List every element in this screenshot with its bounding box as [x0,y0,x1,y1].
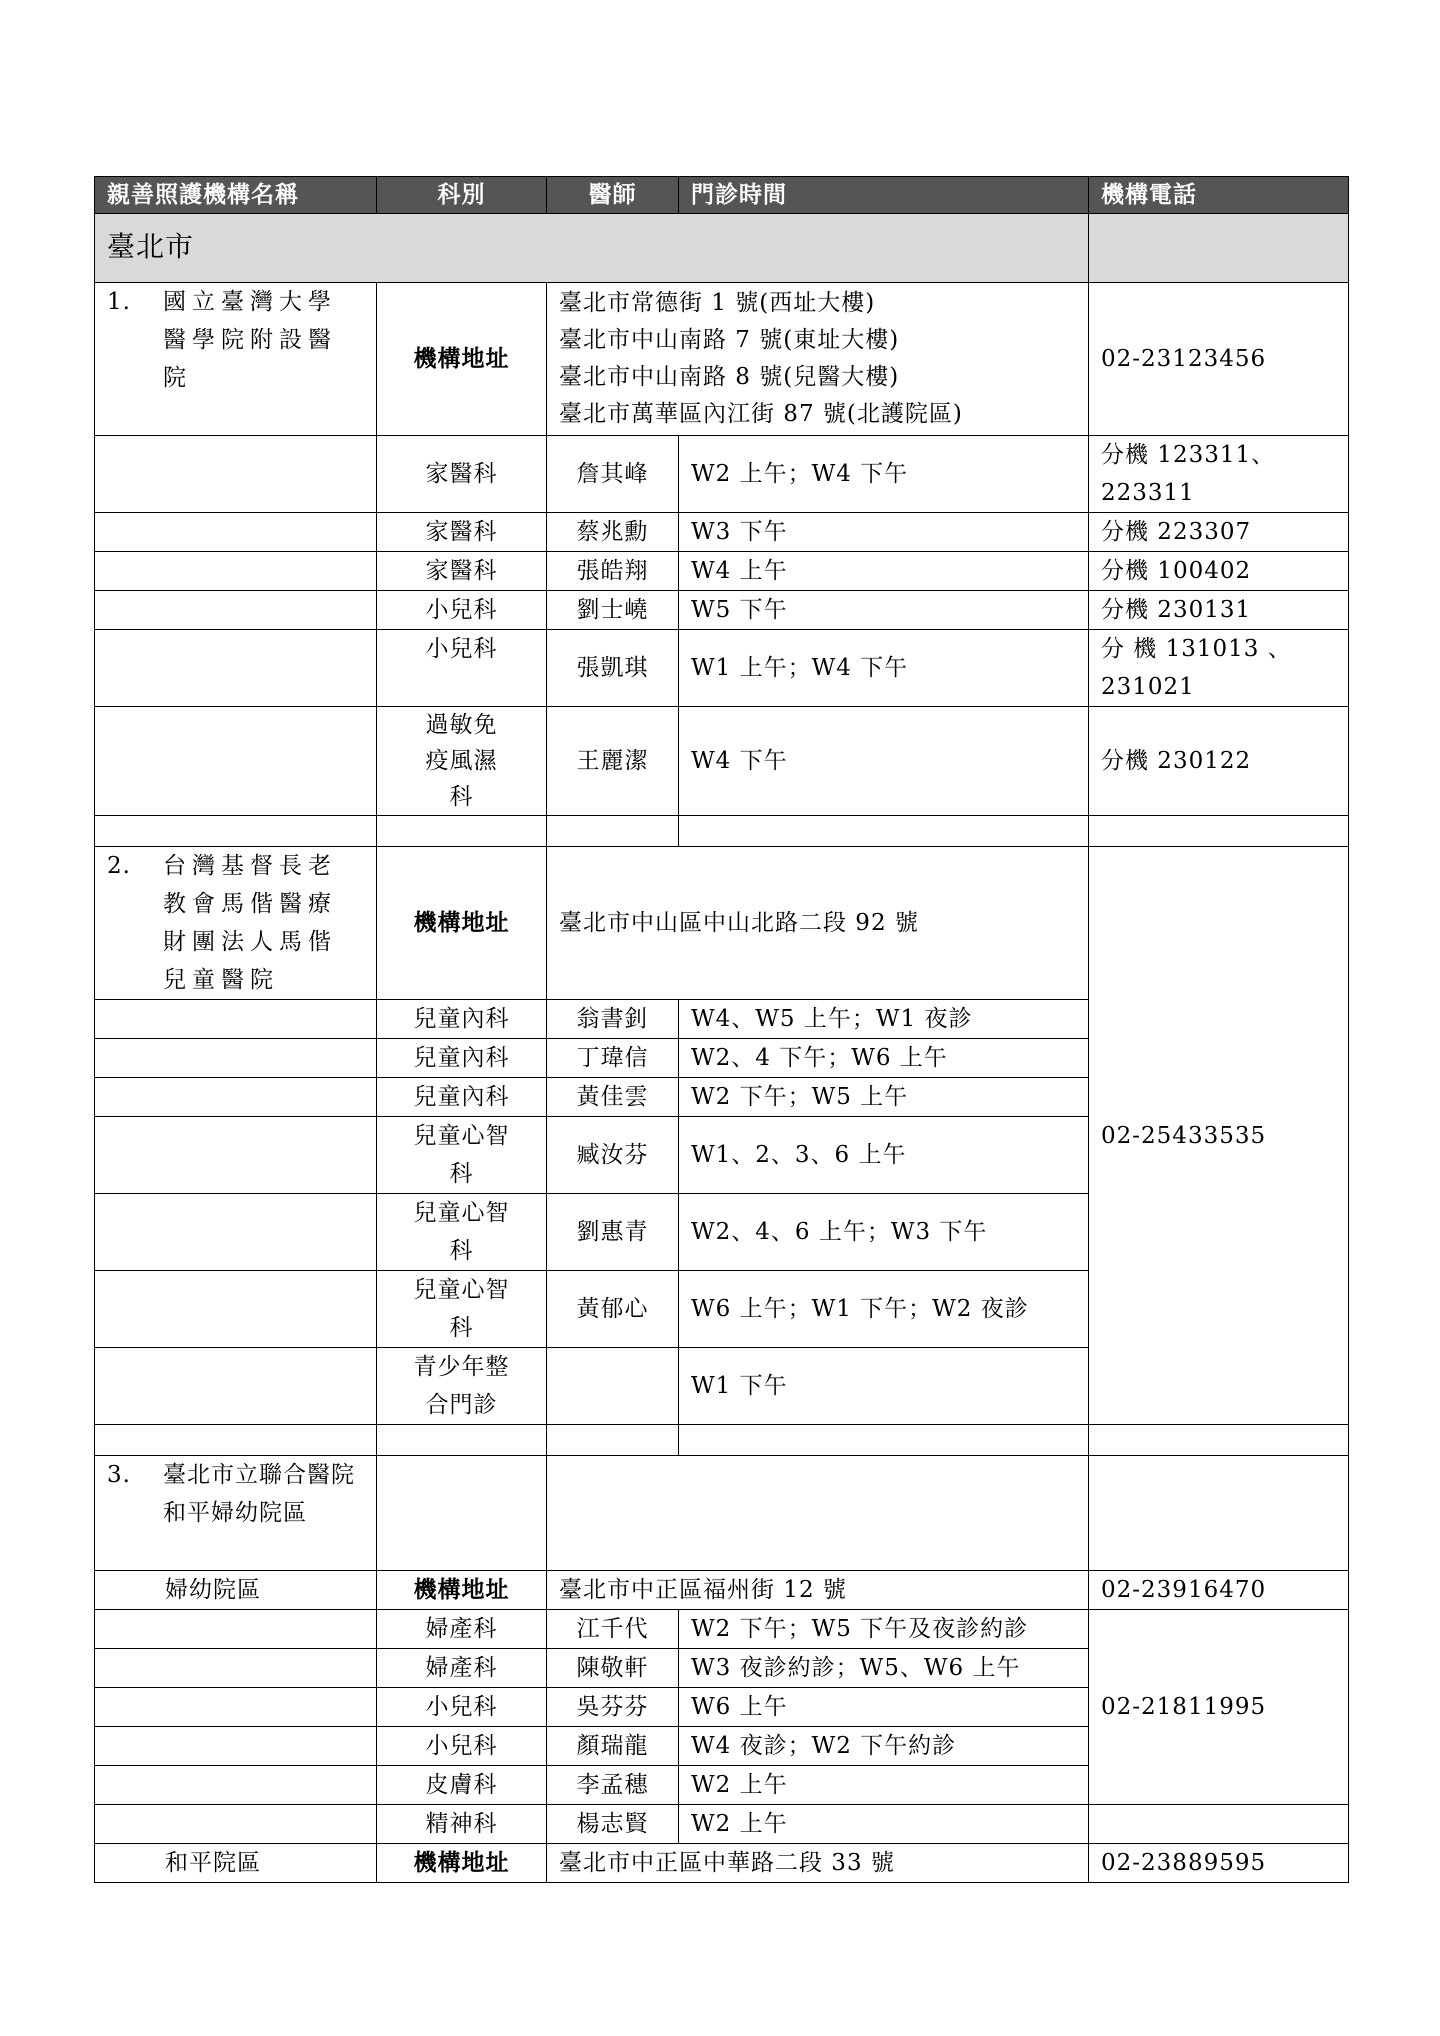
hours-cell: W1、2、3、6 上午 [679,1117,1089,1194]
city-row [95,214,1349,283]
dept-cell: 家醫科 [377,552,547,591]
dept-cell: 皮膚科 [377,1766,547,1805]
clinic-table [94,176,1349,1883]
dept-cell: 小兒科 [377,1727,547,1766]
doctor-cell: 吳芬芬 [547,1688,679,1727]
table-row [95,552,1349,591]
hours-cell: W2 上午 [679,1805,1089,1844]
hours-cell: W2 下午；W5 下午及夜診約診 [679,1610,1089,1649]
hours-cell: W2 上午 [679,1766,1089,1805]
hospital-2-phone: 02-25433535 [1089,847,1349,1425]
dept-cell: 婦產科 [377,1610,547,1649]
hospital-1-name: 國立臺灣大學醫學院附設醫院 [163,289,337,391]
hours-cell: W6 上午 [679,1688,1089,1727]
header-dept: 科別 [377,177,547,214]
hospital-2-addr: 臺北市中山區中山北路二段 92 號 [547,847,1089,1000]
doctor-cell: 臧汝芬 [547,1117,679,1194]
table-row [95,707,1349,816]
hours-cell: W3 夜診約診；W5、W6 上午 [679,1649,1089,1688]
hospital-3-name: 臺北市立聯合醫院和平婦幼院區 [163,1462,355,1526]
hospital-1-phone: 02-23123456 [1089,283,1349,436]
dept-cell: 小兒科 [377,630,547,707]
hospital-1-addr-1: 臺北市常德街 1 號(西址大樓) [559,290,876,316]
branch-row [95,1844,1349,1883]
phone-cell: 分機 123311、223311 [1089,436,1349,513]
table-header [95,177,1349,214]
hospital-1-row [95,283,1349,436]
header-doctor: 醫師 [547,177,679,214]
phone-cell: 分機 230122 [1089,707,1349,816]
doctor-cell: 詹其峰 [547,436,679,513]
hours-cell: W6 上午；W1 下午；W2 夜診 [679,1271,1089,1348]
hospital-1-addr-4: 臺北市萬華區內江街 87 號(北護院區) [559,401,963,427]
dept-cell: 兒童心智科 [377,1117,547,1194]
table-row [95,436,1349,513]
header-hours: 門診時間 [679,177,1089,214]
header-phone: 機構電話 [1089,177,1349,214]
city-name: 臺北市 [107,230,195,263]
dept-cell: 兒童心智科 [377,1194,547,1271]
dept-cell: 兒童內科 [377,1078,547,1117]
doctor-cell: 張皓翔 [547,552,679,591]
dept-cell: 家醫科 [377,513,547,552]
branch-2-addr: 臺北市中正區中華路二段 33 號 [547,1844,1089,1883]
phone-cell: 分機 223307 [1089,513,1349,552]
doctor-cell: 李孟穗 [547,1766,679,1805]
doctor-cell [547,1348,679,1425]
branch-2-name: 和平院區 [95,1844,377,1883]
hospital-1-addr-label: 機構地址 [377,283,547,436]
branch-row [95,1571,1349,1610]
dept-cell: 精神科 [377,1805,547,1844]
hospital-3-row [95,1456,1349,1571]
doctor-cell: 楊志賢 [547,1805,679,1844]
phone-cell: 分機 100402 [1089,552,1349,591]
doctor-cell: 黃郁心 [547,1271,679,1348]
dept-cell: 家醫科 [377,436,547,513]
hours-cell: W4 夜診；W2 下午約診 [679,1727,1089,1766]
spacer-row [95,816,1349,847]
phone-cell: 分機 230131 [1089,591,1349,630]
header-name: 親善照護機構名稱 [95,177,377,214]
branch-1-main-phone: 02-21811995 [1089,1610,1349,1805]
hospital-2-name: 台灣基督長老教會馬偕醫療財團法人馬偕兒童醫院 [163,853,337,993]
dept-cell: 兒童心智科 [377,1271,547,1348]
hours-cell: W2、4、6 上午；W3 下午 [679,1194,1089,1271]
hospital-2-row [95,847,1349,1000]
spacer-row [95,1425,1349,1456]
branch-1-addr-label: 機構地址 [377,1571,547,1610]
hours-cell: W3 下午 [679,513,1089,552]
doctor-cell: 劉士嶢 [547,591,679,630]
branch-1-name: 婦幼院區 [95,1571,377,1610]
table-row [95,513,1349,552]
branch-2-addr-label: 機構地址 [377,1844,547,1883]
doctor-cell: 翁書釗 [547,1000,679,1039]
branch-2-phone: 02-23889595 [1089,1844,1349,1883]
doctor-cell: 丁瑋信 [547,1039,679,1078]
hours-cell: W4 上午 [679,552,1089,591]
hospital-3-number: 3. [107,1462,131,1488]
dept-cell: 小兒科 [377,1688,547,1727]
hours-cell: W1 上午；W4 下午 [679,630,1089,707]
dept-cell: 小兒科 [377,591,547,630]
table-row [95,1805,1349,1844]
doctor-cell: 江千代 [547,1610,679,1649]
hours-cell: W5 下午 [679,591,1089,630]
doctor-cell: 陳敬軒 [547,1649,679,1688]
hours-cell: W1 下午 [679,1348,1089,1425]
branch-1-phone: 02-23916470 [1089,1571,1349,1610]
hospital-1-addr-2: 臺北市中山南路 7 號(東址大樓) [559,327,900,353]
table-row [95,591,1349,630]
hospital-1-number: 1. [107,289,131,315]
hours-cell: W2 下午；W5 上午 [679,1078,1089,1117]
table-row [95,630,1349,707]
dept-cell: 婦產科 [377,1649,547,1688]
doctor-cell: 張凱琪 [547,630,679,707]
doctor-cell: 黃佳雲 [547,1078,679,1117]
dept-cell: 兒童內科 [377,1000,547,1039]
phone-cell: 分 機 131013 、231021 [1089,630,1349,707]
hospital-2-number: 2. [107,853,131,879]
dept-cell: 青少年整合門診 [377,1348,547,1425]
branch-1-addr: 臺北市中正區福州街 12 號 [547,1571,1089,1610]
hours-cell: W4 下午 [679,707,1089,816]
dept-cell: 過敏免疫風濕科 [377,707,547,816]
table-row [95,1610,1349,1649]
hospital-2-addr-label: 機構地址 [377,847,547,1000]
hours-cell: W2、4 下午；W6 上午 [679,1039,1089,1078]
hours-cell: W4、W5 上午；W1 夜診 [679,1000,1089,1039]
hours-cell: W2 上午；W4 下午 [679,436,1089,513]
dept-cell: 兒童內科 [377,1039,547,1078]
doctor-cell: 劉惠青 [547,1194,679,1271]
doctor-cell: 顏瑞龍 [547,1727,679,1766]
doctor-cell: 王麗潔 [547,707,679,816]
hospital-1-addr-3: 臺北市中山南路 8 號(兒醫大樓) [559,364,900,390]
doctor-cell: 蔡兆勳 [547,513,679,552]
